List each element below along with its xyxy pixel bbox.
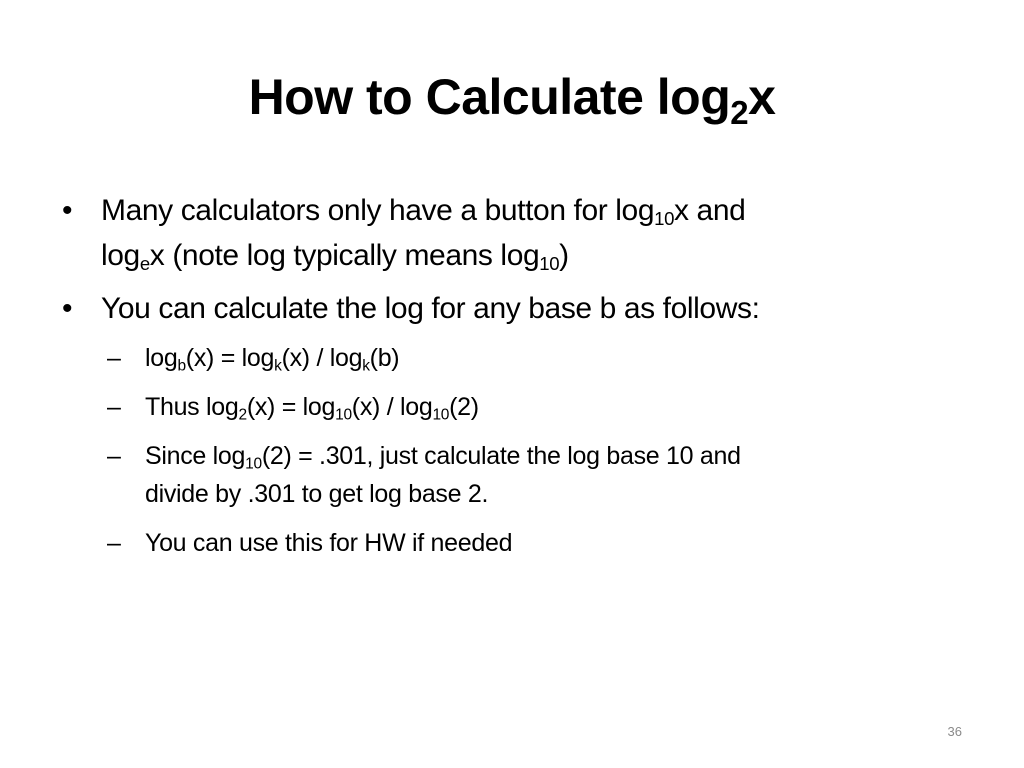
text-segment: Thus log: [145, 393, 239, 421]
text-segment: log: [101, 239, 140, 272]
bullet-text: You can calculate the log for any base b as follows:: [101, 292, 760, 325]
title-tail: x: [748, 69, 776, 125]
subscript: 10: [654, 208, 675, 230]
subscript: e: [139, 253, 150, 275]
bullet-item-calculators: [62, 188, 942, 278]
subscript: k: [274, 357, 282, 375]
title-subscript: 2: [730, 94, 749, 131]
dash-marker: –: [107, 393, 121, 421]
subscript: 10: [335, 406, 352, 424]
text-segment: (b): [369, 344, 400, 372]
text-segment: x (note log typically means log: [149, 239, 540, 272]
subbullet-text: You can use this for HW if needed: [145, 529, 513, 557]
text-segment: (x) / log: [281, 344, 363, 372]
page-number: 36: [947, 724, 962, 739]
bullet-marker: •: [62, 292, 73, 325]
text-segment: log: [145, 344, 178, 372]
text-segment: Many calculators only have a button for log: [101, 194, 655, 227]
text-segment: (2) = .301, just calculate the log base 10 and: [261, 442, 741, 470]
subbullet-formula: [107, 339, 942, 377]
bullet-item-any-base: [62, 286, 942, 331]
slide-body: [62, 188, 942, 573]
subscript: k: [362, 357, 370, 375]
slide-title: [0, 62, 1024, 132]
dash-marker: –: [107, 344, 121, 372]
title-text: How to Calculate log: [248, 69, 731, 125]
subscript: 2: [238, 406, 247, 424]
bullet-marker: •: [62, 194, 73, 227]
text-segment: (x) / log: [351, 393, 433, 421]
text-segment: (x) = log: [185, 344, 275, 372]
subscript: 10: [245, 455, 262, 473]
text-segment: Since log: [145, 442, 246, 470]
subscript: 10: [432, 406, 450, 424]
dash-marker: –: [107, 529, 121, 557]
text-segment: (2): [449, 393, 479, 421]
subbullet-homework: [107, 524, 942, 562]
text-segment: divide by .301 to get log base 2.: [145, 480, 489, 508]
subscript: b: [177, 357, 186, 375]
text-segment: x and: [674, 194, 746, 227]
subbullet-thus: [107, 388, 942, 426]
dash-marker: –: [107, 442, 121, 470]
subbullet-since: [107, 437, 942, 513]
subscript: 10: [539, 253, 560, 275]
text-segment: ): [559, 239, 569, 272]
text-segment: (x) = log: [246, 393, 336, 421]
